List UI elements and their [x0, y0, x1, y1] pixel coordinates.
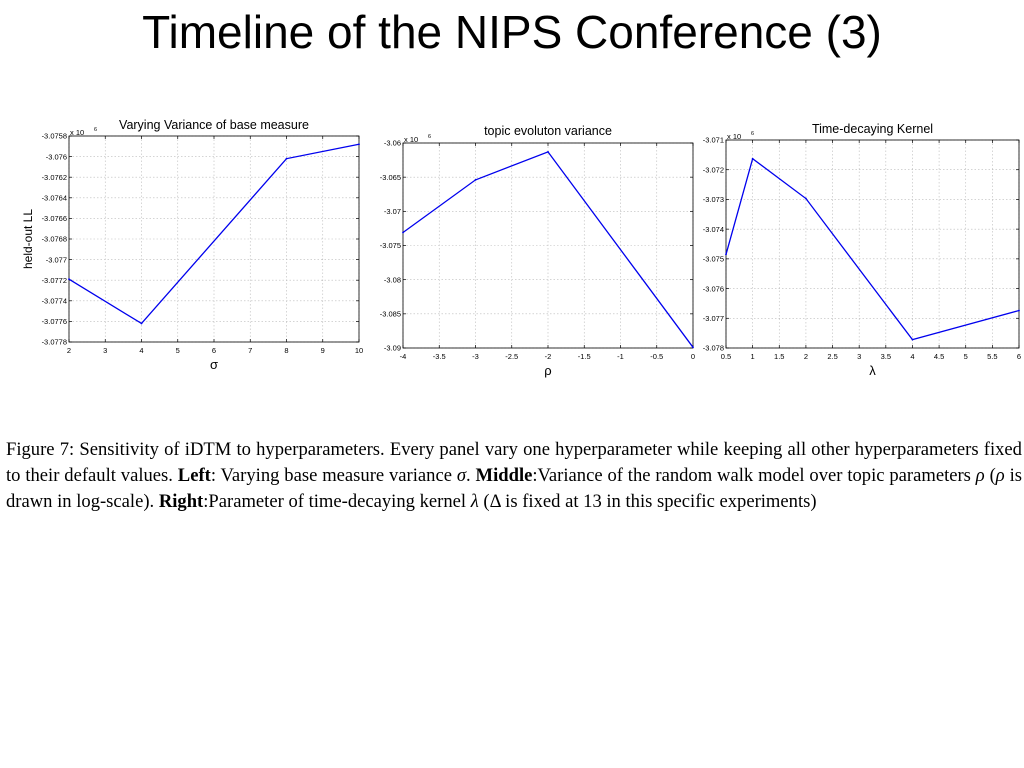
chart-3 — [703, 122, 1021, 378]
data-point — [141, 323, 143, 325]
y-tick-label: -3.0772 — [41, 275, 67, 285]
caption-middle-symbol: ρ — [975, 465, 985, 486]
x-axis-label: ρ — [544, 363, 552, 378]
data-point — [358, 143, 360, 145]
caption-figure-label: Figure 7: — [6, 439, 75, 460]
x-tick-label: 9 — [320, 346, 325, 355]
x-tick-label: 3 — [103, 346, 108, 355]
data-point — [725, 254, 727, 256]
y-tick-label: -3.074 — [702, 224, 724, 234]
x-tick-label: 2 — [803, 352, 808, 361]
data-point — [1018, 310, 1020, 312]
x-tick-label: 6 — [1016, 352, 1022, 361]
x-tick-label: -3.5 — [432, 352, 446, 361]
caption-left-label: Left — [177, 465, 211, 486]
y-tick-label: -3.076 — [45, 152, 67, 162]
y-tick-label: -3.07 — [383, 207, 401, 217]
x-tick-label: -2 — [544, 352, 552, 361]
y-tick-label: -3.072 — [702, 165, 724, 175]
y-tick-label: -3.077 — [45, 255, 67, 265]
x-tick-label: 5 — [175, 346, 180, 355]
caption-left-symbol: σ — [456, 465, 467, 486]
y-tick-label: -3.073 — [702, 195, 724, 205]
data-point — [805, 198, 807, 200]
x-tick-label: 1.5 — [774, 352, 785, 361]
y-tick-label: -3.075 — [379, 241, 401, 251]
y-exponent-label: 6 — [94, 127, 98, 133]
y-tick-label: -3.071 — [702, 135, 724, 145]
data-point — [692, 346, 694, 348]
data-point — [402, 232, 404, 234]
figure-caption — [6, 437, 1022, 515]
charts-panel — [0, 110, 1024, 380]
caption-middle-paren-text: is drawn in log-scale). — [6, 465, 1023, 512]
caption-middle-label: Middle — [475, 465, 533, 486]
y-axis-label: held-out LL — [21, 208, 35, 270]
caption-right-text: :Parameter of time-decaying kernel — [203, 491, 471, 512]
y-multiplier-label: x 10 — [70, 128, 85, 137]
chart-title: Varying Variance of base measure — [119, 118, 309, 132]
caption-left-end: . — [466, 465, 476, 486]
y-exponent-label: 6 — [428, 134, 432, 140]
x-tick-label: -4 — [399, 352, 407, 361]
x-tick-label: 1 — [750, 352, 755, 361]
y-tick-label: -3.0764 — [41, 193, 67, 203]
x-tick-label: 0.5 — [720, 352, 732, 361]
chart-title: Time-decaying Kernel — [811, 122, 934, 136]
x-tick-label: 4 — [139, 346, 144, 355]
caption-middle-symbol-2: ρ — [995, 465, 1005, 486]
x-tick-label: -1.5 — [577, 352, 591, 361]
y-tick-label: -3.0766 — [41, 214, 67, 224]
x-tick-label: -1 — [617, 352, 624, 361]
y-tick-label: -3.0758 — [41, 131, 67, 141]
x-tick-label: 7 — [248, 346, 253, 355]
y-tick-label: -3.08 — [383, 275, 401, 285]
chart-2 — [380, 124, 695, 378]
y-tick-label: -3.085 — [379, 309, 401, 319]
x-tick-label: 5 — [963, 352, 968, 361]
y-tick-label: -3.078 — [702, 343, 724, 353]
caption-right-label: Right — [158, 491, 204, 512]
x-tick-label: -0.5 — [650, 352, 664, 361]
data-point — [547, 151, 549, 153]
x-tick-label: -2.5 — [505, 352, 519, 361]
y-tick-label: -3.09 — [383, 343, 401, 353]
x-tick-label: 4.5 — [933, 352, 945, 361]
data-point — [475, 179, 477, 181]
y-tick-label: -3.075 — [702, 254, 724, 264]
x-tick-label: 2 — [66, 346, 72, 355]
caption-right-paren-open: ( — [478, 491, 490, 512]
y-multiplier-label: x 10 — [404, 135, 419, 144]
x-tick-label: 0 — [690, 352, 696, 361]
y-tick-label: -3.0778 — [41, 337, 67, 347]
data-point — [752, 158, 754, 160]
y-tick-label: -3.077 — [702, 313, 724, 323]
x-axis-label: σ — [209, 357, 219, 372]
caption-middle-paren-open: ( — [984, 465, 996, 486]
caption-middle-text: :Variance of the random walk model over topic parameters — [532, 465, 976, 486]
x-tick-label: -3 — [472, 352, 479, 361]
x-tick-label: 10 — [354, 346, 364, 355]
x-tick-label: 2.5 — [827, 352, 838, 361]
y-tick-label: -3.076 — [702, 284, 724, 294]
y-tick-label: -3.065 — [379, 172, 401, 182]
y-tick-label: -3.0776 — [41, 317, 67, 327]
y-tick-label: -3.0768 — [41, 234, 67, 244]
y-tick-label: -3.06 — [383, 138, 401, 148]
x-tick-label: 5.5 — [987, 352, 998, 361]
data-point — [286, 158, 288, 160]
caption-right-symbol: λ — [470, 491, 479, 512]
caption-right-end: is fixed at 13 in this specific experiments) — [500, 491, 817, 512]
y-tick-label: -3.0774 — [41, 296, 67, 306]
x-tick-label: 3 — [857, 352, 862, 361]
y-exponent-label: 6 — [751, 131, 755, 137]
data-point — [68, 278, 70, 280]
slide-title: Timeline of the NIPS Conference (3) — [142, 6, 882, 58]
data-point — [912, 339, 914, 341]
x-tick-label: 3.5 — [880, 352, 892, 361]
x-tick-label: 6 — [211, 346, 217, 355]
y-tick-label: -3.0762 — [41, 172, 67, 182]
caption-right-delta: Δ — [489, 491, 501, 512]
chart-1 — [21, 118, 363, 372]
caption-left-text: : Varying base measure variance — [210, 465, 457, 486]
x-tick-label: 8 — [284, 346, 289, 355]
y-multiplier-label: x 10 — [727, 132, 742, 141]
caption-intro: Sensitivity of iDTM to hyperparameters. Every panel vary one hyperparameter while keeping all other hyperparameters fixed to their default values. — [6, 439, 1022, 486]
x-tick-label: 4 — [910, 352, 915, 361]
chart-title: topic evoluton variance — [484, 124, 612, 138]
x-axis-label: λ — [869, 363, 876, 378]
